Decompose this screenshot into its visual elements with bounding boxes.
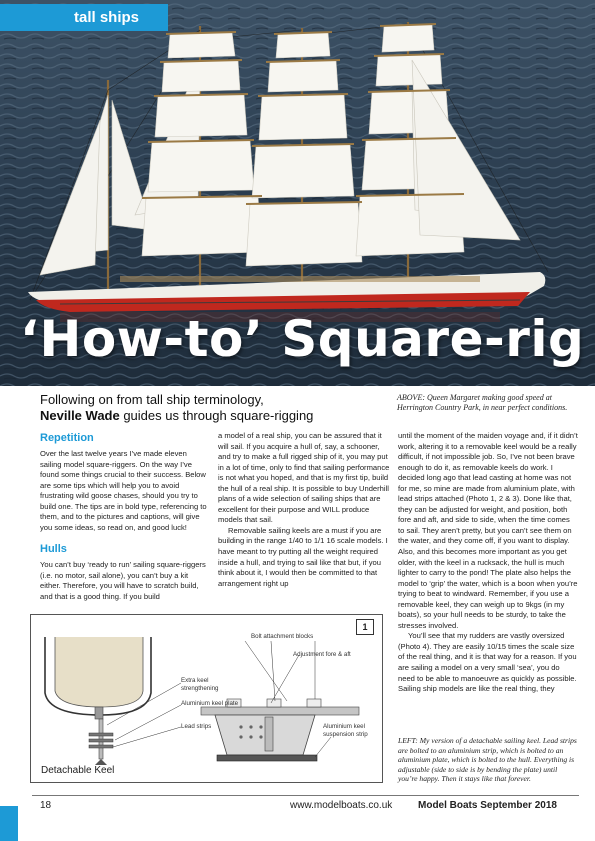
standfirst [40, 392, 375, 424]
keel-diagram [30, 614, 383, 783]
headline: ‘How-to’ Square-rig [20, 310, 585, 368]
column-3 [398, 431, 578, 695]
figure-title: Detachable Keel [41, 765, 115, 776]
label-adjustment: Adjustment fore & aft [293, 651, 351, 658]
para-hulls: You can’t buy ‘ready to run’ sailing square-riggers (i.e. no motor, sail alone), you can’t buy a kit either. Therefore, you will have to scratch build, and that is a good thing. If you build [40, 560, 206, 602]
magazine-issue: Model Boats September 2018 [418, 800, 557, 811]
label-extra-keel: Extra keel strengthening [181, 677, 219, 692]
column-1 [40, 431, 208, 603]
para-col3-1: until the moment of the maiden voyage and, if it didn’t work, altering it to a removable keel would be a really difficult, if not impossible job. So, I’ve not been brave enough to do it, as removable keels do work. I decided long ago that lead casting at home was not for me, so mine are made from aluminium plate, with lead strips attached (Photo 1, 2 & 3). Done like that, they can be adjusted for weight, and position, both fore and aft, and side to side, when the time comes to sail. They aren’t pretty, but you can’t see them on the water, and they come off, if you want to display. Also, and this becomes more important as you get older, with the keel in a rucksack, the hull is much lighter to carry to the pond! The plate also helps the model to ‘grip’ the water, which is a boon when you’re trying to beat to windward. Remember, if you use a removable keel, they can weigh up to 9kgs (in my boats), so your hull needs to be sturdy, to take the stresses involved. [398, 431, 578, 630]
website-link[interactable]: www.modelboats.co.uk [290, 800, 393, 811]
para-repetition: Over the last twelve years I’ve made eleven sailing model square-riggers. On the way I’ve found some things crucial to their success. Below are some tips which will help you to avoid frustrating wild goose chases, should you try to build one. The tips are in bold type, referencing to them, and to the pictures and captions, will give you some ideas, so read on, and good luck! [40, 449, 207, 532]
keel-drawing [31, 615, 382, 782]
author-name: Neville Wade [40, 408, 120, 423]
accent-bar [0, 806, 18, 841]
section-tag: tall ships [0, 4, 168, 31]
caption-bottom: LEFT: My version of a detachable sailing keel. Lead strips are bolted to an aluminium strip, which is bolted to an aluminium plate, which is bolted to the hull. Everything is adjustable (side to side is by bending the plate) until you’re happy. Then it stays like that forever. [398, 736, 577, 783]
photo-number: 1 [356, 619, 374, 635]
para-col2-2: Removable sailing keels are a must if you are building in the range 1/40 to 1/1 16 scale models. I have meant to try putting all the weight required inside a hull, and trying to sail like that but, if you think about it, I would then be committed to that arrangement right up [218, 525, 388, 588]
page-number: 18 [40, 800, 52, 811]
heading-repetition: Repetition [40, 432, 94, 444]
label-bolt-blocks: Bolt attachment blocks [251, 633, 314, 640]
para-col3-2: You’ll see that my rudders are vastly oversized (Photo 4). They are easily 10/15 times the scale size of the real thing, and it is that way for a reason. If you are sailing a model on a very small ‘sea’, you do need to be able to manoeuvre as quickly as possible. Sailing ship models are like the real thing, they [398, 631, 577, 694]
caption-top: ABOVE: Queen Margaret making good speed at Herrington Country Park, in near perfect conditions. [397, 393, 568, 412]
standfirst-line2: guides us through square-rigging [119, 408, 314, 423]
label-suspension: Aluminium keel suspension strip [323, 723, 368, 738]
label-lead-strips: Lead strips [181, 723, 212, 730]
footer-rule [32, 795, 579, 796]
para-col2-1: a model of a real ship, you can be assured that it will sail. If you acquire a hull of, say, a schooner, and try to make a full rigged ship of it, you may put in a lot of time, only to find that sailing performance is not what you hoped, and that is my first tip, build the hull of a real ship. It is possible to buy Underhill plans of a wide selection of sailing ships that are excellent for their purpose and WILL produce models that sail. [218, 431, 390, 525]
standfirst-line1: Following on from tall ship terminology, [40, 392, 264, 407]
heading-hulls: Hulls [40, 543, 67, 556]
column-2 [218, 431, 392, 589]
label-alu-plate: Aluminium keel plate [181, 700, 239, 707]
